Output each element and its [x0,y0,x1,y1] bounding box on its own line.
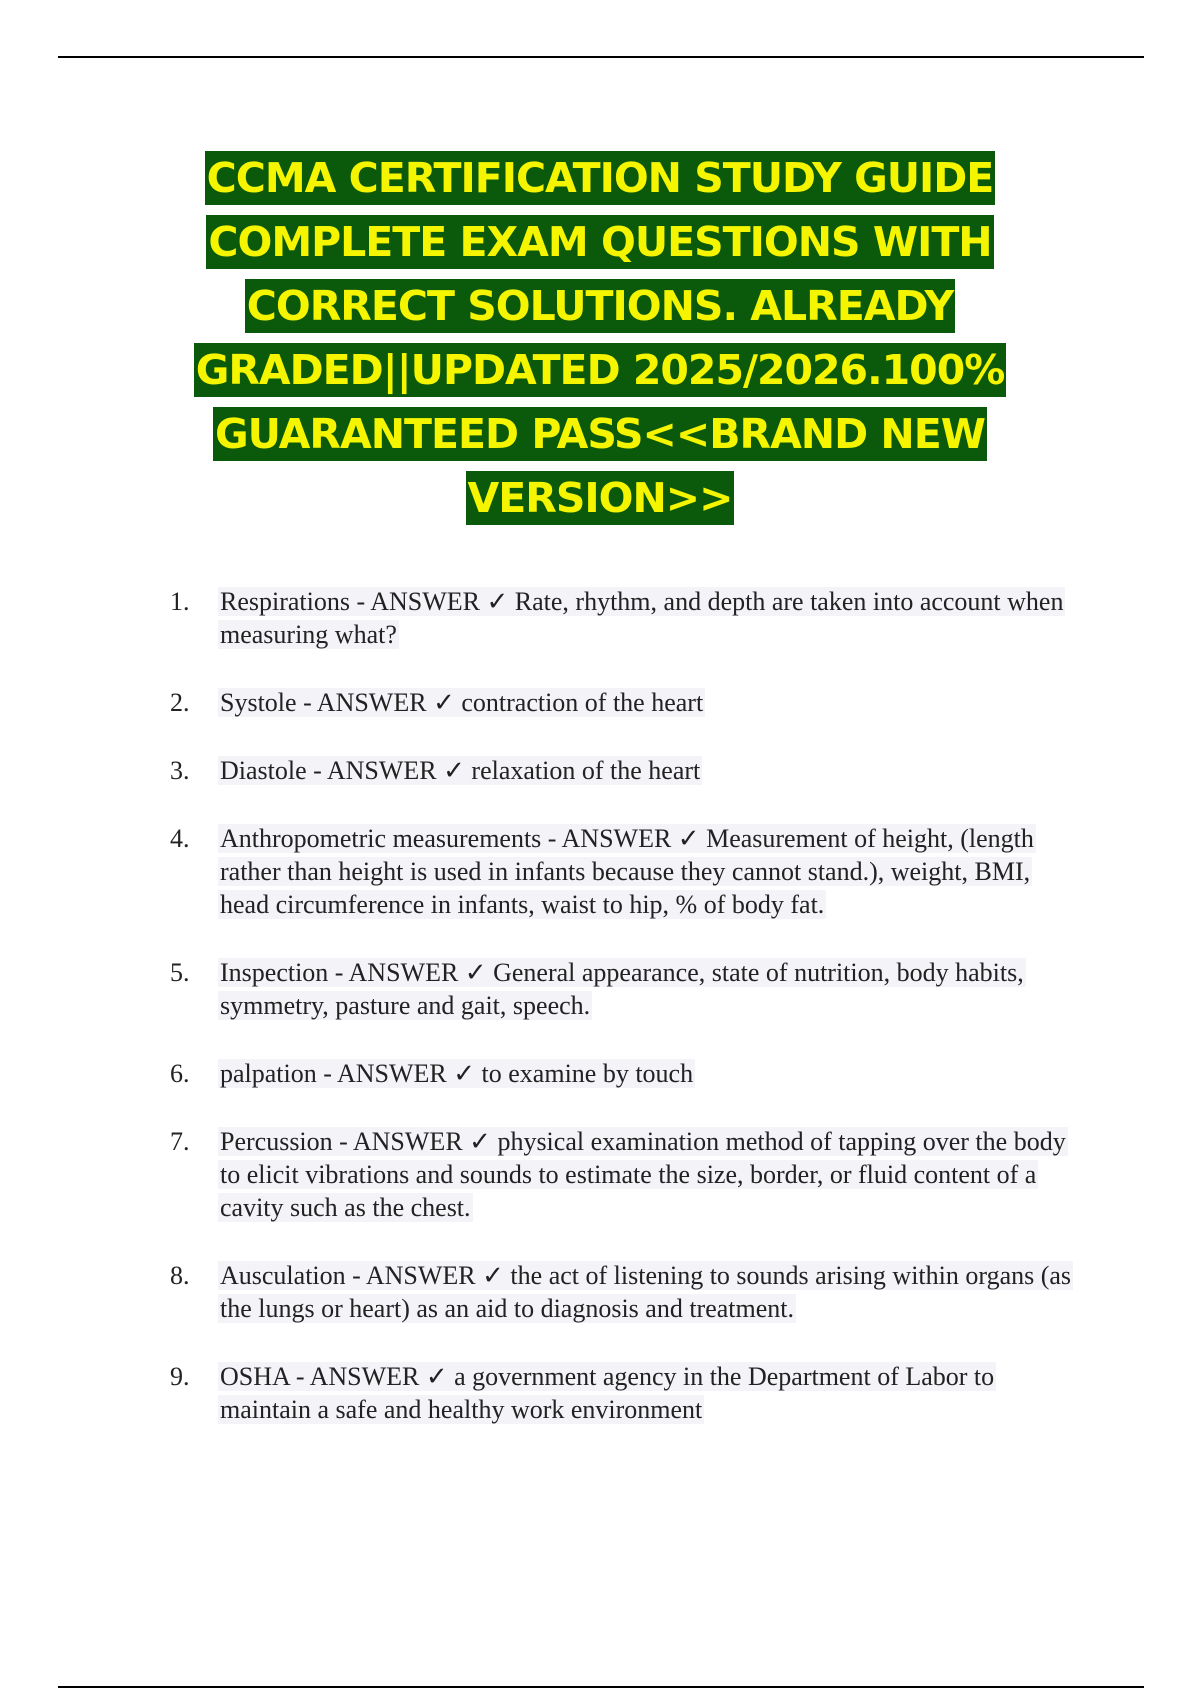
item-number: 8. [170,1261,190,1290]
item-text [218,754,1080,787]
item-text [218,956,1080,1022]
bottom-rule [58,1686,1144,1688]
item-text-content: Inspection - ANSWER ✓ General appearance, state of nutrition, body habits, symmetry, pasture and gait, speech. [220,958,1024,1020]
item-text [218,1125,1080,1224]
item-text-content: Anthropometric measurements - ANSWER ✓ Measurement of height, (length rather than height is used in infants because they cannot stand.), weight, BMI, head circumference in infants, waist to hip, % of body fat. [220,824,1034,919]
list-item [170,1125,1080,1224]
list-item [170,1360,1080,1426]
item-text [218,822,1080,921]
document-title-text: CCMA CERTIFICATION STUDY GUIDE COMPLETE EXAM QUESTIONS WITH CORRECT SOLUTIONS. ALREADY GRADED||UPDATED 2025/2026.100% GUARANTEED PASS<<BRAND NEW VERSION>> [194,151,1007,525]
item-number: 4. [170,824,190,853]
item-number: 7. [170,1127,190,1156]
item-text [218,1360,1080,1426]
item-number: 2. [170,688,190,717]
document-title [150,146,1050,530]
list-item [170,822,1080,921]
top-rule [58,56,1144,58]
item-number: 3. [170,756,190,785]
list-item [170,1259,1080,1325]
item-text-content: OSHA - ANSWER ✓ a government agency in the Department of Labor to maintain a safe and healthy work environment [220,1362,995,1424]
item-text-content: Diastole - ANSWER ✓ relaxation of the heart [220,756,701,785]
list-item [170,1057,1080,1090]
item-number: 5. [170,958,190,987]
qa-list [170,585,1080,1461]
item-text [218,585,1080,651]
item-text [218,1259,1080,1325]
item-number: 1. [170,587,190,616]
item-text-content: Systole - ANSWER ✓ contraction of the heart [220,688,704,717]
item-number: 9. [170,1362,190,1391]
list-item [170,956,1080,1022]
item-text-content: Percussion - ANSWER ✓ physical examination method of tapping over the body to elicit vibrations and sounds to estimate the size, border, or fluid content of a cavity such as the chest. [220,1127,1066,1222]
item-number: 6. [170,1059,190,1088]
list-item [170,585,1080,651]
item-text [218,1057,1080,1090]
list-item [170,754,1080,787]
item-text-content: Respirations - ANSWER ✓ Rate, rhythm, and depth are taken into account when measuring what? [220,587,1064,649]
item-text-content: Ausculation - ANSWER ✓ the act of listening to sounds arising within organs (as the lungs or heart) as an aid to diagnosis and treatment. [220,1261,1072,1323]
list-item [170,686,1080,719]
item-text-content: palpation - ANSWER ✓ to examine by touch [220,1059,694,1088]
item-text [218,686,1080,719]
